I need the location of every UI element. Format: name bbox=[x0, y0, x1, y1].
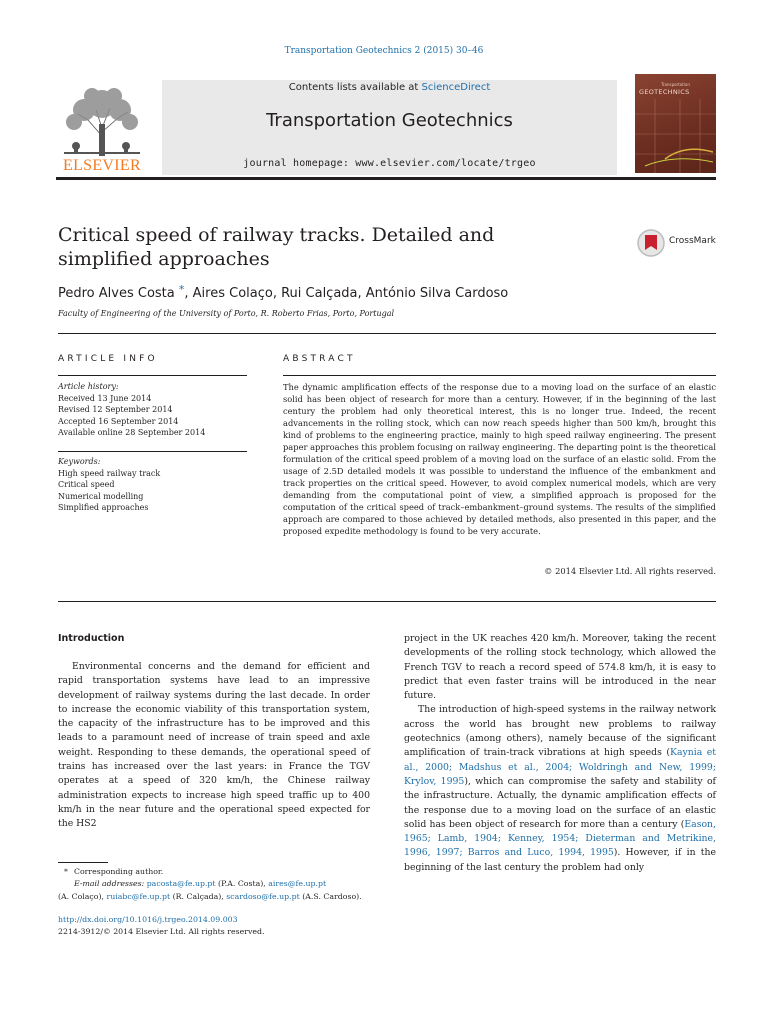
keywords bbox=[58, 456, 247, 514]
header-rule bbox=[56, 177, 716, 180]
keyword-item: Critical speed bbox=[58, 480, 115, 490]
history-label: Article history: bbox=[58, 382, 119, 391]
journal-homepage bbox=[162, 158, 617, 169]
email-link[interactable]: scardoso@fe.up.pt bbox=[226, 891, 300, 901]
journal-title: Transportation Geotechnics bbox=[266, 110, 513, 131]
email-owner: (A. Colaço), bbox=[58, 891, 107, 901]
article-history bbox=[58, 381, 247, 439]
doi-block bbox=[58, 914, 264, 939]
keyword-item: Simplified approaches bbox=[58, 503, 149, 513]
other-authors: , Aires Colaço, Rui Calçada, António Silva Cardoso bbox=[184, 286, 509, 301]
footnote-emails bbox=[58, 878, 378, 890]
abstract-rule bbox=[283, 375, 716, 376]
article-title: Critical speed of railway tracks. Detailed and simplified approaches bbox=[58, 224, 495, 270]
cover-subtitle: Transportation bbox=[661, 82, 690, 87]
footnote-mark: * bbox=[64, 867, 68, 876]
email-link[interactable]: ruiabc@fe.up.pt bbox=[106, 891, 171, 901]
affiliation: Faculty of Engineering of the University of Porto, R. Roberto Frias, Porto, Portugal bbox=[58, 309, 395, 318]
article-info-rule bbox=[58, 375, 247, 376]
body-text: ). However, if in the beginning of the last century the problem had only bbox=[404, 847, 716, 873]
email-link[interactable]: aires@fe.up.pt bbox=[268, 879, 327, 889]
body-column-right bbox=[404, 632, 716, 875]
body-paragraph: Environmental concerns and the demand for efficient and rapid transportation systems have lead to an impressive development of railway systems during the last decade. In order to increase the economic viability of this transportation system, the capacity of the infrastructure has to be improved and this leads to a paramount need of increase of train speed and axle weight. Responding to these demands, the operational speed of trains has increased over the last years: in France the TGV operates at a speed of 320 km/h, the Chinese railway administration expects to increase high speed traffic up to 400 km/h in the near future and the operational speed expected for the HS2 bbox=[58, 661, 370, 830]
history-accepted: Accepted 16 September 2014 bbox=[58, 416, 179, 426]
footnote-rule bbox=[58, 862, 108, 863]
email-label: E-mail addresses: bbox=[74, 879, 145, 889]
footnote-corresponding bbox=[58, 866, 378, 878]
keywords-label: Keywords: bbox=[58, 457, 101, 466]
body-paragraph: project in the UK reaches 420 km/h. Moreover, taking the recent developments of the rolling stock technology, which allowed the French TGV to reach a record speed of 574.8 km/h, it is easy to predict that even faster trains will be introduced in the near future. bbox=[404, 633, 716, 702]
article-info-heading: ARTICLE INFO bbox=[58, 354, 158, 364]
keyword-item: High speed railway track bbox=[58, 468, 161, 478]
homepage-prefix: journal homepage: bbox=[243, 158, 356, 169]
body-paragraph bbox=[404, 703, 716, 875]
publisher-name: ELSEVIER bbox=[63, 157, 141, 174]
doi-link[interactable]: http://dx.doi.org/10.1016/j.trgeo.2014.09.003 bbox=[58, 915, 238, 924]
abstract-bottom-rule bbox=[58, 601, 716, 602]
email-owner: (R. Calçada), bbox=[170, 891, 227, 901]
history-received: Received 13 June 2014 bbox=[58, 393, 152, 403]
homepage-url[interactable]: www.elsevier.com/locate/trgeo bbox=[355, 158, 536, 169]
contents-line bbox=[162, 82, 617, 93]
author-list bbox=[58, 283, 508, 301]
keywords-rule bbox=[58, 451, 247, 452]
issn-line: 2214-3912/© 2014 Elsevier Ltd. All rights reserved. bbox=[58, 927, 265, 937]
citation-link[interactable]: Kaynia et al., 2000; Madshus et al., 2004; Woldringh and New, 1999; Krylov, 1995 bbox=[404, 747, 716, 787]
author-corresponding: Pedro Alves Costa bbox=[58, 286, 175, 301]
crossmark-icon[interactable] bbox=[636, 228, 666, 258]
crossmark-label[interactable]: CrossMark bbox=[669, 236, 716, 246]
abstract-text: The dynamic amplification effects of the response due to a moving load on the surface of an elastic solid has been object of research for more than a century. However, if in the beginning of the last century the problem had only theoretical interest, this is no longer true. Indeed, the recent advancements in the rolling stock, which can now reach speeds higher than 500 km/h, brought this kind of problems to the engineering practice, mainly to high speed railway engineering. The present paper approaches this problem focusing on railway engineering. The departing point is the theoretical formulation of the critical speed problem of a moving load on the surface of an elastic solid. From the usage of 2.5D detailed models it was possible to understand the influence of the embankment and track properties on the critical speed. However, to avoid complex numerical models, which are very demanding from the computational point of view, a simplified approach is proposed for the computation of the critical speed of track–embankment–ground systems. The results of the simplified approach are compared to those achieved by detailed methods, also presented in this paper, and the proposed expedite methodology is found to be very accurate. bbox=[283, 382, 716, 536]
keyword-item: Numerical modelling bbox=[58, 491, 144, 501]
contents-prefix: Contents lists available at bbox=[288, 82, 422, 93]
footnote-emails-cont bbox=[58, 891, 378, 903]
abstract-copyright: © 2014 Elsevier Ltd. All rights reserved. bbox=[544, 566, 716, 576]
corresponding-author-mark[interactable]: * bbox=[178, 283, 185, 296]
citation-link[interactable]: Eason, 1965; Lamb, 1904; Kenney, 1954; Dieterman and Metrikine, 1996, 1997; Barros and Luco, 1994, 1995 bbox=[404, 818, 716, 859]
footnotes bbox=[58, 866, 378, 903]
email-link[interactable]: pacosta@fe.up.pt bbox=[146, 879, 216, 889]
journal-citation[interactable]: Transportation Geotechnics 2 (2015) 30–46 bbox=[284, 46, 484, 56]
history-revised: Revised 12 September 2014 bbox=[58, 405, 173, 415]
introduction-heading: Introduction bbox=[58, 633, 125, 644]
journal-masthead bbox=[162, 80, 617, 175]
body-text: ), which can compromise the safety and stability of the infrastructure. Actually, the dynamic amplification effects of the response due to a moving load on the surface of an elastic solid has been object of research for more than a century ( bbox=[404, 775, 716, 830]
cover-title: GEOTECHNICS bbox=[639, 88, 690, 96]
journal-cover[interactable] bbox=[635, 74, 716, 173]
email-owner: (P.A. Costa), bbox=[215, 879, 269, 889]
body-text: The introduction of high-speed systems in the railway network across the world has brought new problems to railway geotechnics (among others), namely because of the significant amplification of train-track vibrations at high speeds ( bbox=[404, 704, 716, 759]
corresponding-label: Corresponding author. bbox=[74, 867, 164, 876]
abstract-heading: ABSTRACT bbox=[283, 354, 356, 364]
sciencedirect-link[interactable]: ScienceDirect bbox=[421, 82, 491, 93]
email-owner: (A.S. Cardoso). bbox=[299, 891, 362, 901]
title-rule bbox=[58, 333, 716, 334]
history-online: Available online 28 September 2014 bbox=[58, 428, 206, 438]
body-column-left bbox=[58, 660, 370, 832]
